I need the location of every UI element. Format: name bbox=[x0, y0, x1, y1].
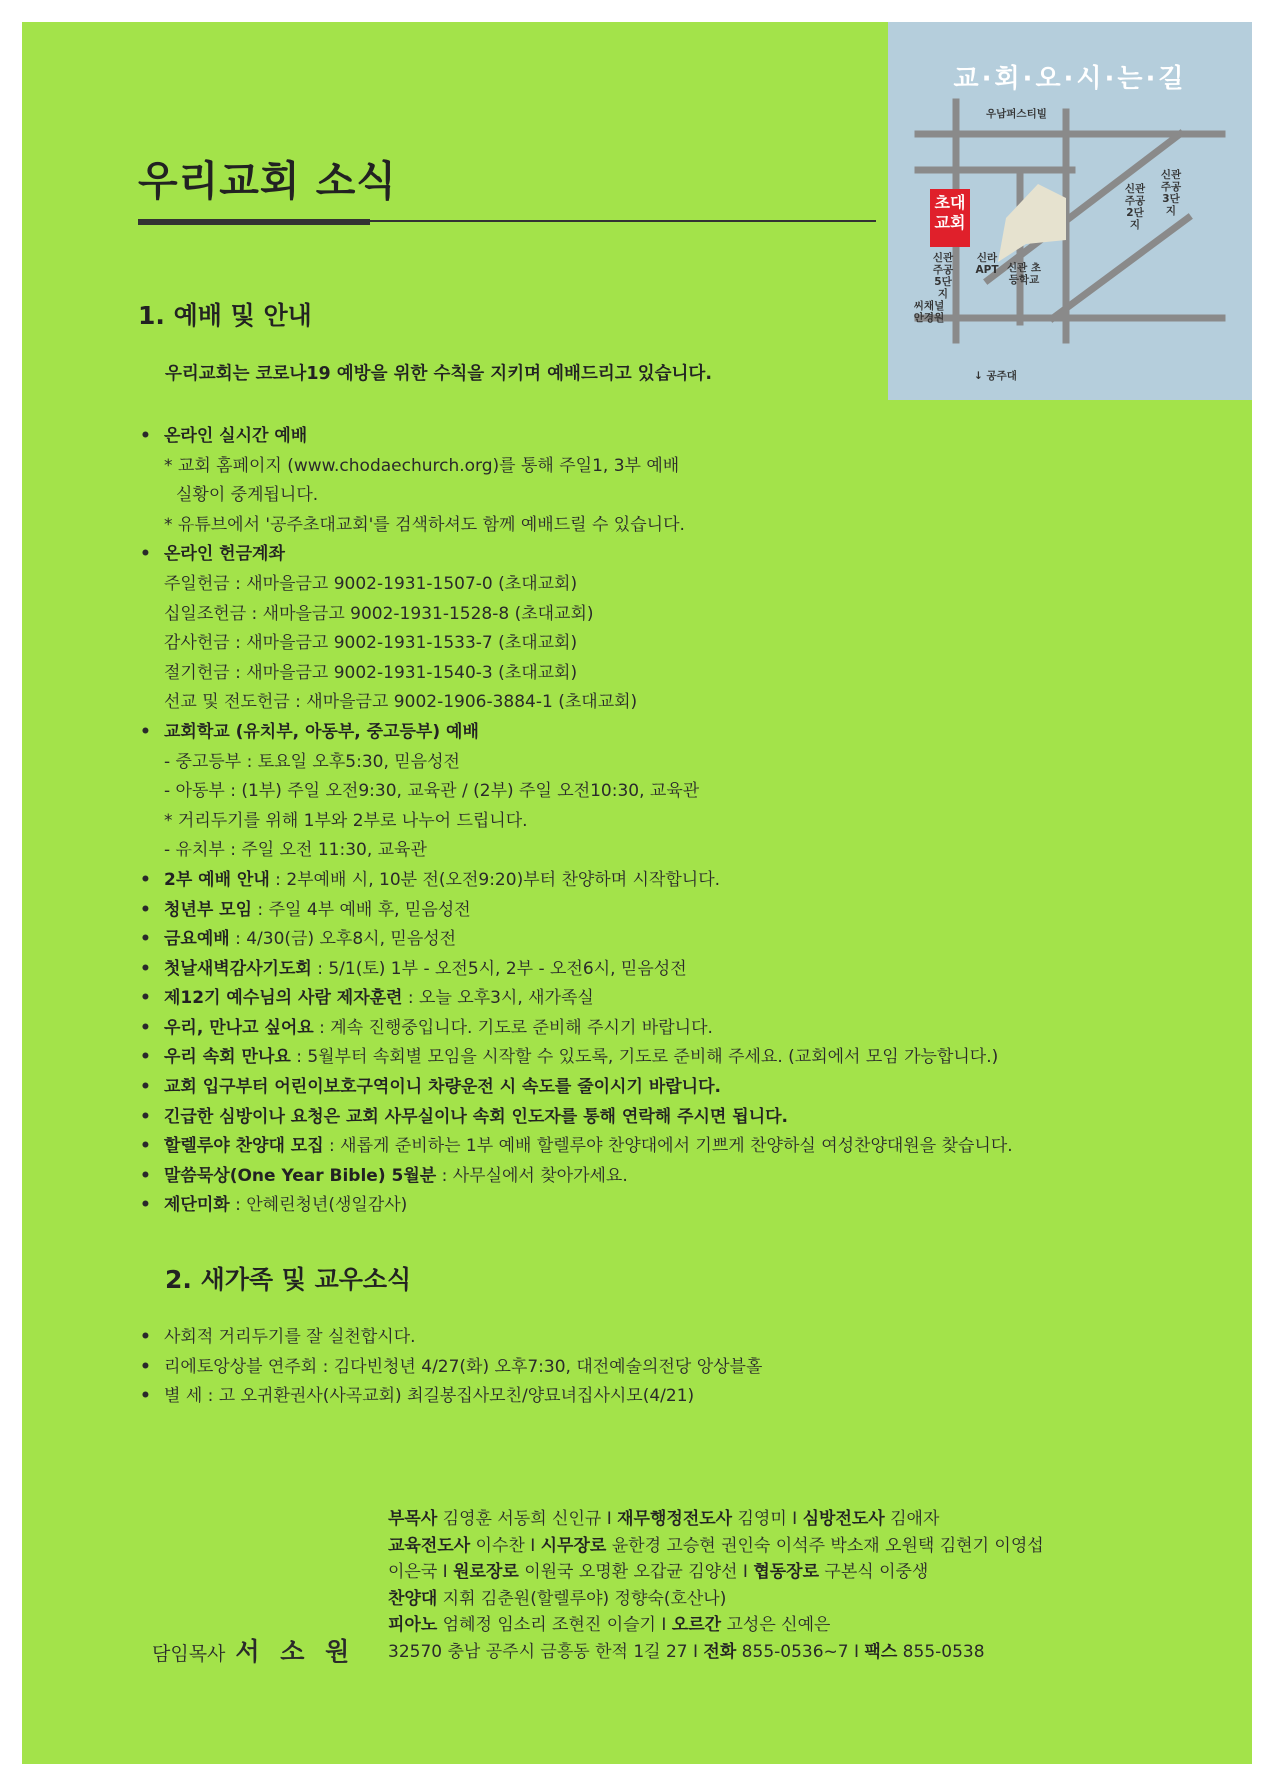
staff-names: 이원국 오명환 오갑균 김양선 I bbox=[518, 1562, 754, 1582]
map-label: 신관 주공 2단지 bbox=[1124, 183, 1146, 231]
staff-line bbox=[388, 1559, 1044, 1586]
item-text: : 오늘 오후3시, 새가족실 bbox=[402, 988, 594, 1009]
list-item bbox=[140, 955, 1220, 985]
item-text: 선교 및 전도헌금 : 새마을금고 9002-1906-3884-1 (초대교회) bbox=[164, 692, 638, 713]
staff-role: 협동장로 bbox=[753, 1562, 820, 1582]
list-item bbox=[140, 748, 1220, 778]
list-item bbox=[140, 1191, 1220, 1221]
item-label: 할렐루야 찬양대 모집 bbox=[164, 1136, 324, 1157]
map-label: 우남퍼스티빌 bbox=[986, 108, 1047, 120]
item-label: 우리 속회 만나요 bbox=[164, 1047, 291, 1068]
item-text: 실황이 중계됩니다. bbox=[176, 485, 319, 506]
item-label: 금요예배 bbox=[164, 929, 230, 950]
item-label: 교회 입구부터 어린이보호구역이니 차량운전 시 속도를 줄이시기 바랍니다. bbox=[164, 1077, 721, 1098]
announcement-list bbox=[140, 422, 1220, 1221]
staff-names: 윤한경 고승현 권인숙 이석주 박소재 오원택 김현기 이영섭 bbox=[606, 1535, 1044, 1556]
list-item bbox=[140, 1014, 1220, 1044]
staff-names: 이수찬 I bbox=[470, 1535, 541, 1556]
staff-names: 김영미 I bbox=[732, 1509, 803, 1529]
map-label: 신관 초등학교 bbox=[1006, 262, 1042, 286]
staff-role: 팩스 bbox=[864, 1641, 898, 1662]
list-item bbox=[140, 1103, 1220, 1133]
title-rule-accent bbox=[138, 219, 370, 225]
staff-role: 오르간 bbox=[671, 1615, 722, 1635]
list-item bbox=[140, 807, 1220, 837]
item-text: : 5/1(토) 1부 - 오전5시, 2부 - 오전6시, 믿음성전 bbox=[311, 958, 687, 979]
item-text: 절기헌금 : 새마을금고 9002-1931-1540-3 (초대교회) bbox=[164, 662, 578, 683]
list-item bbox=[140, 540, 1220, 570]
pastor-name: 서 소 원 bbox=[235, 1637, 356, 1666]
item-label: 말씀묵상(One Year Bible) 5월분 bbox=[164, 1165, 437, 1186]
map-label: 신관 주공 5단지 bbox=[932, 252, 954, 300]
list-item bbox=[140, 1132, 1220, 1162]
list-item bbox=[140, 422, 1220, 452]
item-text: 십일조헌금 : 새마을금고 9002-1931-1528-8 (초대교회) bbox=[164, 603, 594, 624]
map-label: 신라 APT bbox=[975, 252, 999, 276]
list-item bbox=[140, 896, 1220, 926]
senior-pastor bbox=[152, 1632, 355, 1668]
list-item bbox=[140, 1353, 1140, 1383]
map-label: ↓ 공주대 bbox=[974, 370, 1017, 382]
staff-line bbox=[388, 1612, 1044, 1639]
staff-names: 김애자 bbox=[884, 1509, 940, 1529]
item-text: * 유튜브에서 '공주초대교회'를 검색하셔도 함께 예배드릴 수 있습니다. bbox=[164, 514, 685, 535]
item-text: : 새롭게 준비하는 1부 예배 할렐루야 찬양대에서 기쁘게 찬양하실 여성찬양대원을 찾습니다. bbox=[323, 1136, 1013, 1157]
staff-line bbox=[388, 1533, 1044, 1560]
item-label: 제12기 예수님의 사람 제자훈련 bbox=[164, 988, 403, 1009]
staff-names: 고성은 신예은 bbox=[721, 1615, 831, 1635]
list-item bbox=[140, 984, 1220, 1014]
staff-directory bbox=[388, 1506, 1044, 1665]
item-text: 감사헌금 : 새마을금고 9002-1931-1533-7 (초대교회) bbox=[164, 633, 578, 654]
section-heading: 2. 새가족 및 교우소식 bbox=[165, 1265, 412, 1294]
item-text: : 2부예배 시, 10분 전(오전9:20)부터 찬양하며 시작합니다. bbox=[269, 869, 721, 890]
item-text: - 아동부 : (1부) 주일 오전9:30, 교육관 / (2부) 주일 오전10:30, 교육관 bbox=[164, 781, 700, 802]
item-label: 제단미화 bbox=[164, 1195, 230, 1216]
item-label: 온라인 실시간 예배 bbox=[164, 426, 308, 446]
item-text: - 유치부 : 주일 오전 11:30, 교육관 bbox=[164, 840, 427, 861]
section-heading: 1. 예배 및 안내 bbox=[138, 301, 312, 330]
item-text: 사회적 거리두기를 잘 실천합시다. bbox=[164, 1327, 416, 1347]
item-text: - 중고등부 : 토요일 오후5:30, 믿음성전 bbox=[164, 751, 460, 772]
pastor-label: 담임목사 bbox=[152, 1643, 226, 1665]
list-item bbox=[140, 836, 1220, 866]
item-label: 2부 예배 안내 bbox=[164, 869, 270, 890]
staff-role: 부목사 bbox=[388, 1509, 438, 1529]
staff-names: 지휘 김춘원(할렐루야) 정향숙(호산나) bbox=[437, 1588, 727, 1609]
item-label: 온라인 헌금계좌 bbox=[164, 544, 285, 565]
list-item bbox=[140, 925, 1220, 955]
list-item bbox=[140, 629, 1220, 659]
staff-names: 이은국 I bbox=[388, 1562, 454, 1582]
map-title: 교·회·오·시·는·길 bbox=[953, 64, 1187, 94]
list-item bbox=[140, 866, 1220, 896]
staff-role: 교육전도사 bbox=[388, 1535, 471, 1556]
list-item bbox=[140, 600, 1220, 630]
staff-names: 엄혜정 임소리 조현진 이슬기 I bbox=[437, 1615, 672, 1635]
staff-line bbox=[388, 1506, 1044, 1533]
directions-map bbox=[888, 22, 1252, 400]
list-item bbox=[140, 511, 1220, 541]
staff-role: 시무장로 bbox=[540, 1535, 607, 1556]
staff-role: 심방전도사 bbox=[802, 1509, 885, 1529]
item-label: 우리, 만나고 싶어요 bbox=[164, 1017, 314, 1038]
section-intro: 우리교회는 코로나19 예방을 위한 수칙을 지키며 예배드리고 있습니다. bbox=[165, 364, 712, 384]
item-label: 교회학교 (유치부, 아동부, 중고등부) 예배 bbox=[164, 721, 479, 742]
item-text: 리에토앙상블 연주회 : 김다빈청년 4/27(화) 오후7:30, 대전예술의전당 앙상블홀 bbox=[164, 1356, 763, 1377]
staff-line bbox=[388, 1586, 1044, 1613]
staff-role: 전화 bbox=[703, 1641, 737, 1662]
list-item bbox=[140, 481, 1220, 511]
staff-role: 재무행정전도사 bbox=[617, 1509, 733, 1529]
list-item bbox=[140, 718, 1220, 748]
list-item bbox=[140, 1382, 1140, 1412]
list-item bbox=[140, 452, 1220, 482]
item-text: 별 세 : 고 오귀환권사(사곡교회) 최길봉집사모친/양묘녀집사시모(4/21) bbox=[164, 1386, 695, 1407]
staff-role: 원로장로 bbox=[453, 1562, 519, 1582]
map-label: 신관 주공 3단지 bbox=[1160, 169, 1182, 217]
list-item bbox=[140, 1043, 1220, 1073]
item-label: 첫날새벽감사기도회 bbox=[164, 958, 312, 979]
item-text: 주일헌금 : 새마을금고 9002-1931-1507-0 (초대교회) bbox=[164, 573, 578, 594]
map-label: 씨채널 안경원 bbox=[913, 300, 945, 324]
staff-names: 구본식 이중생 bbox=[819, 1562, 929, 1582]
item-text: : 5월부터 속회별 모임을 시작할 수 있도록, 기도로 준비해 주세요. (교회에서 모임 가능합니다.) bbox=[290, 1047, 999, 1068]
item-label: 긴급한 심방이나 요청은 교회 사무실이나 속회 인도자를 통해 연락해 주시면 됩니다. bbox=[164, 1106, 788, 1127]
item-text: : 4/30(금) 오후8시, 믿음성전 bbox=[229, 929, 457, 950]
staff-names: 32570 충남 공주시 금흥동 한적 1길 27 I bbox=[388, 1641, 704, 1662]
list-item bbox=[140, 688, 1220, 718]
list-item bbox=[140, 1162, 1220, 1192]
family-news-list bbox=[140, 1323, 1140, 1412]
list-item bbox=[140, 570, 1220, 600]
staff-names: 김영훈 서동희 신인규 I bbox=[437, 1509, 618, 1529]
item-text: : 주일 4부 예배 후, 믿음성전 bbox=[252, 899, 471, 920]
item-text: : 사무실에서 찾아가세요. bbox=[436, 1165, 628, 1186]
item-text: * 거리두기를 위해 1부와 2부로 나누어 드립니다. bbox=[164, 810, 528, 831]
staff-role: 찬양대 bbox=[388, 1588, 438, 1609]
list-item bbox=[140, 659, 1220, 689]
page-title: 우리교회 소식 bbox=[138, 157, 397, 205]
list-item bbox=[140, 1323, 1140, 1353]
item-text: * 교회 홈페이지 (www.chodaechurch.org)를 통해 주일1, 3부 예배 bbox=[164, 455, 680, 476]
item-text: : 안혜린청년(생일감사) bbox=[229, 1195, 408, 1216]
staff-role: 피아노 bbox=[388, 1615, 438, 1635]
staff-names: 855-0536~7 I bbox=[736, 1641, 865, 1662]
staff-line bbox=[388, 1639, 1044, 1666]
item-text: : 계속 진행중입니다. 기도로 준비해 주시기 바랍니다. bbox=[313, 1017, 713, 1038]
church-marker: 초대 교회 bbox=[930, 189, 970, 247]
list-item bbox=[140, 777, 1220, 807]
staff-names: 855-0538 bbox=[897, 1641, 985, 1662]
item-label: 청년부 모임 bbox=[164, 899, 253, 920]
list-item bbox=[140, 1073, 1220, 1103]
